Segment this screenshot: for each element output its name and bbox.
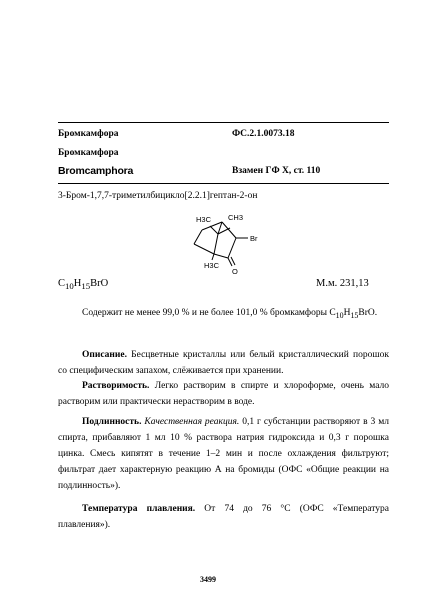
molecular-weight: М.м. 231,13 bbox=[316, 278, 369, 289]
chemical-name: 3-Бром-1,7,7-триметилбицикло[2.2.1]гептан-2-он bbox=[58, 191, 258, 201]
melting-paragraph: Температура плавления. От 74 до 76 °С (ОФС «Температура плавления»). bbox=[58, 504, 389, 530]
replaces-note: Взамен ГФ X, ст. 110 bbox=[232, 166, 321, 176]
bond bbox=[214, 254, 228, 258]
content-paragraph: Содержит не менее 99,0 % и не более 101,0 % бромкамфоры $C_{10}H_{15}BrO$. bbox=[82, 308, 378, 320]
bond bbox=[228, 238, 236, 258]
doc-code: ФС.2.1.0073.18 bbox=[232, 129, 295, 139]
header-rule-top bbox=[58, 122, 389, 123]
drug-name-ru: Бромкамфора bbox=[58, 129, 119, 139]
page-number: 3499 bbox=[200, 575, 216, 584]
bond bbox=[212, 254, 214, 260]
drug-name-ru-2: Бромкамфора bbox=[58, 148, 119, 158]
bond bbox=[231, 257, 235, 265]
bond bbox=[228, 258, 232, 266]
identification-paragraph: Подлинность. Качественная реакция. 0,1 г субстанции растворяют в 3 мл спирта, прибавляют 1 мл 10 % раствора натрия гидроксида и 0,3 г порошка цинка. Смесь кипятят в течение 1–2 мин и после охлаждения фильтруют; фильтрат дает характерную реакцию А на бромиды (ОФС «Общие реакции на подлинность»). bbox=[58, 417, 389, 491]
structural-formula bbox=[170, 208, 270, 276]
header-rule-bottom bbox=[58, 183, 389, 184]
molecular-formula: $C_{10}H_{15}BrO$ bbox=[58, 278, 109, 292]
bond bbox=[214, 234, 218, 254]
bond bbox=[222, 222, 236, 238]
bond bbox=[194, 230, 202, 244]
label-methyl-bottom: H3C bbox=[204, 261, 220, 270]
label-bromo: Br bbox=[250, 234, 258, 243]
drug-name-latin: Bromcamphora bbox=[58, 165, 134, 177]
label-methyl-left: H3C bbox=[196, 215, 212, 224]
bond bbox=[194, 244, 214, 254]
description-paragraph: Описание. Бесцветные кристаллы или белый кристаллический порошок со специфическим запахом, слёживается при хранении. bbox=[58, 350, 389, 376]
label-methyl-right: CH3 bbox=[228, 213, 244, 222]
label-oxygen: O bbox=[232, 267, 238, 276]
solubility-paragraph: Растворимость. Легко растворим в спирте и хлороформе, очень мало растворим или практически нерастворим в воде. bbox=[58, 381, 389, 407]
bond bbox=[210, 226, 218, 234]
